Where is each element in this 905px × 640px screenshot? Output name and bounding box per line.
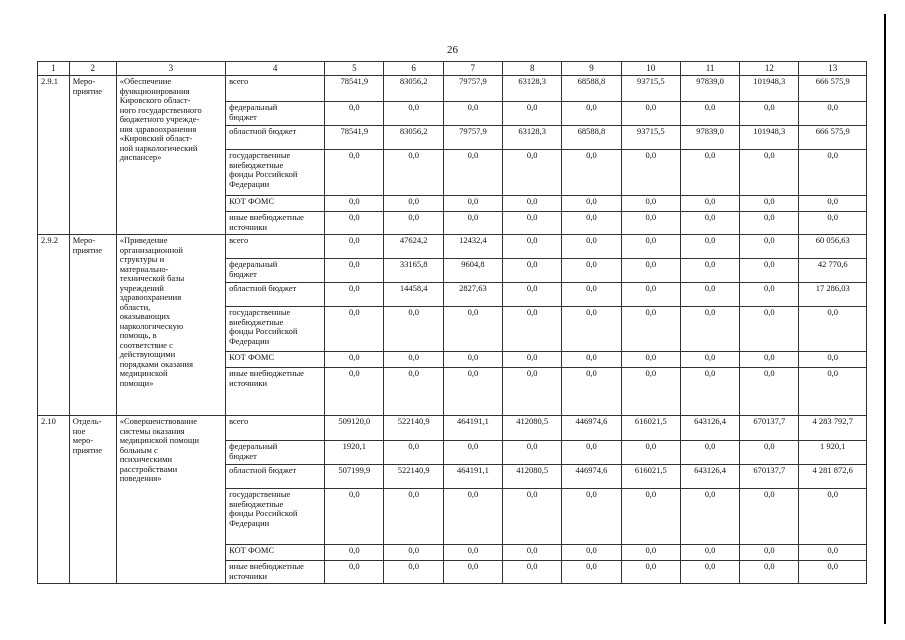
header-cell: 3	[116, 62, 225, 76]
value-cell: 0,0	[325, 235, 384, 259]
value-cell: 0,0	[680, 196, 739, 212]
value-cell: 509120,0	[325, 416, 384, 441]
value-cell: 0,0	[503, 368, 562, 416]
value-cell: 0,0	[799, 545, 867, 561]
header-row	[38, 62, 867, 76]
value-cell: 0,0	[680, 368, 739, 416]
value-cell: 0,0	[443, 368, 502, 416]
funding-source-label: федеральный бюджет	[226, 102, 325, 126]
funding-source-label: КОТ ФОМС	[226, 545, 325, 561]
value-cell: 0,0	[740, 489, 799, 545]
value-cell: 1 920,1	[799, 441, 867, 465]
value-cell: 79757,9	[443, 126, 502, 150]
header-cell: 2	[69, 62, 116, 76]
value-cell: 0,0	[384, 102, 443, 126]
value-cell: 0,0	[503, 441, 562, 465]
value-cell: 0,0	[443, 561, 502, 584]
value-cell: 0,0	[325, 102, 384, 126]
value-cell: 97839,0	[680, 76, 739, 102]
value-cell: 0,0	[384, 352, 443, 368]
value-cell: 0,0	[680, 235, 739, 259]
value-cell: 0,0	[621, 307, 680, 352]
value-cell: 666 575,9	[799, 76, 867, 102]
header-cell: 11	[680, 62, 739, 76]
value-cell: 9604,8	[443, 259, 502, 283]
value-cell: 666 575,9	[799, 126, 867, 150]
value-cell: 0,0	[325, 283, 384, 307]
table-body	[38, 62, 867, 584]
value-cell: 0,0	[503, 489, 562, 545]
value-cell: 12432,4	[443, 235, 502, 259]
value-cell: 42 770,6	[799, 259, 867, 283]
funding-source-label: иные внебюджетные источники	[226, 368, 325, 416]
value-cell: 47624,2	[384, 235, 443, 259]
value-cell: 78541,9	[325, 76, 384, 102]
table-row	[38, 235, 867, 259]
header-cell: 5	[325, 62, 384, 76]
value-cell: 0,0	[680, 212, 739, 235]
value-cell: 616021,5	[621, 416, 680, 441]
value-cell: 0,0	[621, 441, 680, 465]
table-row	[38, 416, 867, 441]
value-cell: 0,0	[384, 561, 443, 584]
value-cell: 522140,9	[384, 416, 443, 441]
value-cell: 0,0	[384, 545, 443, 561]
value-cell: 83056,2	[384, 126, 443, 150]
value-cell: 0,0	[680, 561, 739, 584]
value-cell: 1920,1	[325, 441, 384, 465]
value-cell: 0,0	[325, 489, 384, 545]
value-cell: 33165,8	[384, 259, 443, 283]
value-cell: 0,0	[443, 102, 502, 126]
value-cell: 2827,63	[443, 283, 502, 307]
value-cell: 0,0	[562, 259, 621, 283]
value-cell: 0,0	[443, 196, 502, 212]
value-cell: 0,0	[503, 545, 562, 561]
value-cell: 63128,3	[503, 76, 562, 102]
funding-source-label: КОТ ФОМС	[226, 352, 325, 368]
value-cell: 0,0	[621, 196, 680, 212]
value-cell: 0,0	[740, 368, 799, 416]
value-cell: 101948,3	[740, 76, 799, 102]
header-cell: 8	[503, 62, 562, 76]
value-cell: 0,0	[621, 212, 680, 235]
item-kind: Отдель- ное меро- приятие	[69, 416, 116, 584]
value-cell: 0,0	[325, 150, 384, 196]
value-cell: 0,0	[799, 150, 867, 196]
value-cell: 0,0	[621, 352, 680, 368]
value-cell: 0,0	[384, 196, 443, 212]
value-cell: 670137,7	[740, 465, 799, 489]
value-cell: 63128,3	[503, 126, 562, 150]
value-cell: 0,0	[503, 102, 562, 126]
value-cell: 670137,7	[740, 416, 799, 441]
header-cell: 13	[799, 62, 867, 76]
funding-source-label: иные внебюджетные источники	[226, 561, 325, 584]
value-cell: 0,0	[562, 307, 621, 352]
value-cell: 0,0	[562, 545, 621, 561]
value-cell: 0,0	[562, 561, 621, 584]
item-code: 2.10	[38, 416, 70, 584]
header-cell: 10	[621, 62, 680, 76]
value-cell: 0,0	[325, 561, 384, 584]
value-cell: 0,0	[680, 352, 739, 368]
value-cell: 0,0	[740, 196, 799, 212]
value-cell: 0,0	[443, 441, 502, 465]
value-cell: 0,0	[503, 283, 562, 307]
value-cell: 0,0	[503, 150, 562, 196]
page-number: 26	[447, 44, 458, 56]
funding-source-label: иные внебюджетные источники	[226, 212, 325, 235]
funding-source-label: государственные внебюджетные фонды Российской Федерации	[226, 150, 325, 196]
value-cell: 0,0	[325, 212, 384, 235]
value-cell: 522140,9	[384, 465, 443, 489]
value-cell: 0,0	[325, 352, 384, 368]
value-cell: 0,0	[562, 196, 621, 212]
funding-source-label: государственные внебюджетные фонды Российской Федерации	[226, 307, 325, 352]
value-cell: 79757,9	[443, 76, 502, 102]
value-cell: 0,0	[740, 307, 799, 352]
item-code: 2.9.1	[38, 76, 70, 235]
value-cell: 0,0	[621, 545, 680, 561]
item-kind: Меро- приятие	[69, 76, 116, 235]
value-cell: 464191,1	[443, 465, 502, 489]
value-cell: 0,0	[740, 561, 799, 584]
funding-source-label: всего	[226, 416, 325, 441]
budget-table	[37, 61, 867, 584]
value-cell: 0,0	[384, 212, 443, 235]
scan-edge-line	[884, 14, 886, 624]
value-cell: 0,0	[443, 545, 502, 561]
value-cell: 0,0	[503, 561, 562, 584]
value-cell: 0,0	[740, 441, 799, 465]
value-cell: 14458,4	[384, 283, 443, 307]
header-cell: 12	[740, 62, 799, 76]
funding-source-label: государственные внебюджетные фонды Российской Федерации	[226, 489, 325, 545]
header-cell: 6	[384, 62, 443, 76]
value-cell: 0,0	[325, 545, 384, 561]
value-cell: 616021,5	[621, 465, 680, 489]
value-cell: 0,0	[562, 102, 621, 126]
value-cell: 0,0	[503, 307, 562, 352]
value-cell: 0,0	[740, 283, 799, 307]
value-cell: 0,0	[680, 545, 739, 561]
funding-source-label: областной бюджет	[226, 283, 325, 307]
value-cell: 0,0	[621, 561, 680, 584]
value-cell: 0,0	[740, 545, 799, 561]
value-cell: 0,0	[680, 489, 739, 545]
value-cell: 0,0	[680, 150, 739, 196]
value-cell: 0,0	[503, 259, 562, 283]
value-cell: 412080,5	[503, 465, 562, 489]
value-cell: 0,0	[503, 235, 562, 259]
value-cell: 0,0	[562, 489, 621, 545]
header-cell: 7	[443, 62, 502, 76]
value-cell: 0,0	[740, 235, 799, 259]
value-cell: 507199,9	[325, 465, 384, 489]
item-code: 2.9.2	[38, 235, 70, 416]
value-cell: 83056,2	[384, 76, 443, 102]
value-cell: 68588,8	[562, 76, 621, 102]
funding-source-label: областной бюджет	[226, 465, 325, 489]
value-cell: 0,0	[384, 368, 443, 416]
value-cell: 0,0	[680, 307, 739, 352]
value-cell: 412080,5	[503, 416, 562, 441]
value-cell: 0,0	[443, 307, 502, 352]
value-cell: 60 056,63	[799, 235, 867, 259]
value-cell: 0,0	[325, 259, 384, 283]
value-cell: 0,0	[621, 102, 680, 126]
value-cell: 0,0	[562, 235, 621, 259]
value-cell: 93715,5	[621, 76, 680, 102]
value-cell: 0,0	[384, 489, 443, 545]
value-cell: 0,0	[621, 368, 680, 416]
value-cell: 0,0	[384, 441, 443, 465]
value-cell: 0,0	[740, 102, 799, 126]
value-cell: 0,0	[799, 212, 867, 235]
value-cell: 0,0	[621, 283, 680, 307]
value-cell: 17 286,03	[799, 283, 867, 307]
value-cell: 643126,4	[680, 465, 739, 489]
value-cell: 0,0	[799, 307, 867, 352]
value-cell: 0,0	[740, 150, 799, 196]
value-cell: 0,0	[799, 196, 867, 212]
value-cell: 0,0	[325, 368, 384, 416]
value-cell: 0,0	[680, 259, 739, 283]
item-title: «Совершенствование системы оказания медицинской помощи больным с психическими расстройствами поведения»	[116, 416, 225, 584]
item-title: «Обеспечение функционирования Кировского област- ного государственного бюджетного учрежде- ния здравоохранения «Кировский област- ной наркологический диспансер»	[116, 76, 225, 235]
value-cell: 97839,0	[680, 126, 739, 150]
value-cell: 0,0	[680, 283, 739, 307]
value-cell: 0,0	[325, 307, 384, 352]
funding-source-label: областной бюджет	[226, 126, 325, 150]
header-cell: 9	[562, 62, 621, 76]
value-cell: 0,0	[562, 150, 621, 196]
funding-source-label: федеральный бюджет	[226, 259, 325, 283]
value-cell: 0,0	[799, 368, 867, 416]
header-cell: 1	[38, 62, 70, 76]
value-cell: 4 281 872,6	[799, 465, 867, 489]
value-cell: 0,0	[384, 150, 443, 196]
value-cell: 0,0	[503, 352, 562, 368]
value-cell: 0,0	[443, 150, 502, 196]
value-cell: 0,0	[740, 259, 799, 283]
value-cell: 0,0	[443, 352, 502, 368]
table-row	[38, 76, 867, 102]
value-cell: 93715,5	[621, 126, 680, 150]
value-cell: 0,0	[443, 489, 502, 545]
value-cell: 0,0	[799, 102, 867, 126]
value-cell: 68588,8	[562, 126, 621, 150]
value-cell: 4 283 792,7	[799, 416, 867, 441]
value-cell: 0,0	[621, 235, 680, 259]
item-kind: Меро- приятие	[69, 235, 116, 416]
value-cell: 446974,6	[562, 416, 621, 441]
value-cell: 0,0	[621, 489, 680, 545]
value-cell: 0,0	[680, 441, 739, 465]
value-cell: 0,0	[740, 212, 799, 235]
value-cell: 0,0	[443, 212, 502, 235]
value-cell: 0,0	[621, 150, 680, 196]
value-cell: 78541,9	[325, 126, 384, 150]
funding-source-label: КОТ ФОМС	[226, 196, 325, 212]
value-cell: 0,0	[562, 283, 621, 307]
value-cell: 464191,1	[443, 416, 502, 441]
header-cell: 4	[226, 62, 325, 76]
value-cell: 0,0	[799, 352, 867, 368]
funding-source-label: всего	[226, 76, 325, 102]
value-cell: 0,0	[680, 102, 739, 126]
value-cell: 0,0	[799, 489, 867, 545]
value-cell: 0,0	[740, 352, 799, 368]
value-cell: 0,0	[621, 259, 680, 283]
value-cell: 0,0	[562, 352, 621, 368]
funding-source-label: федеральный бюджет	[226, 441, 325, 465]
funding-source-label: всего	[226, 235, 325, 259]
value-cell: 0,0	[503, 196, 562, 212]
value-cell: 101948,3	[740, 126, 799, 150]
value-cell: 0,0	[562, 212, 621, 235]
value-cell: 0,0	[562, 368, 621, 416]
value-cell: 0,0	[325, 196, 384, 212]
value-cell: 0,0	[799, 561, 867, 584]
item-title: «Приведение организационной структуры и материально- технической базы учреждений здравоохранения области, оказывающих наркологическую помощь, в соответствие с действующими порядками оказания медицинской помощи»	[116, 235, 225, 416]
value-cell: 0,0	[503, 212, 562, 235]
value-cell: 446974,6	[562, 465, 621, 489]
value-cell: 643126,4	[680, 416, 739, 441]
value-cell: 0,0	[384, 307, 443, 352]
value-cell: 0,0	[562, 441, 621, 465]
